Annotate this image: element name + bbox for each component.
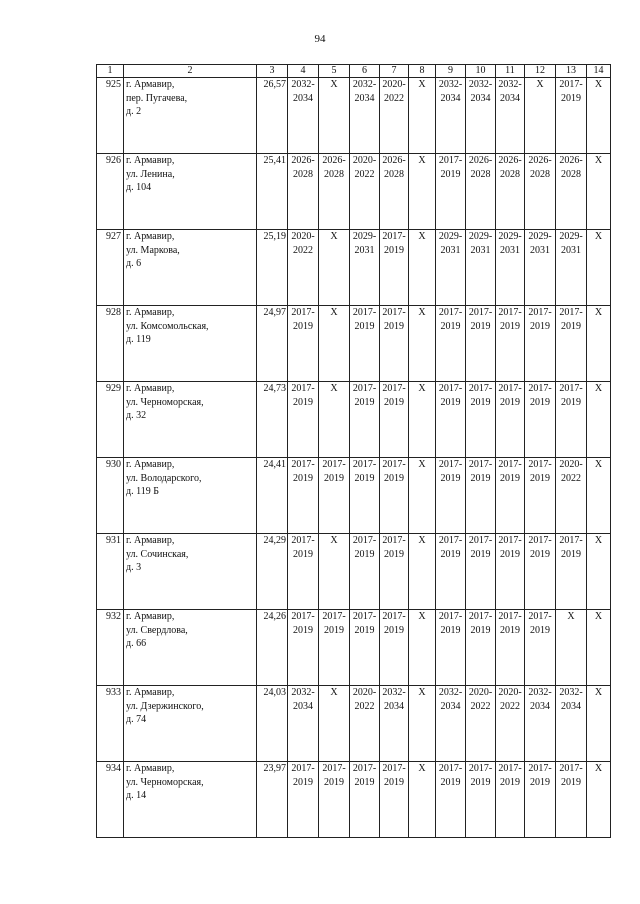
col-7-cell: 2017- 2019 [380, 230, 409, 306]
col-6-cell: 2017- 2019 [350, 610, 380, 686]
col-13-cell: 2032- 2034 [556, 686, 587, 762]
col-4-cell: 2017- 2019 [288, 610, 319, 686]
table-row [97, 154, 611, 230]
col-14-cell: X [587, 154, 611, 230]
col-5-cell: X [319, 686, 350, 762]
table-row [97, 458, 611, 534]
table-row [97, 610, 611, 686]
col-14-cell: X [587, 610, 611, 686]
value-cell: 24,73 [257, 382, 288, 458]
col-4-cell: 2032- 2034 [288, 686, 319, 762]
col-10-cell: 2017- 2019 [466, 458, 496, 534]
value-cell: 26,57 [257, 78, 288, 154]
column-header: 12 [525, 65, 556, 78]
value-cell: 25,19 [257, 230, 288, 306]
col-6-cell: 2017- 2019 [350, 534, 380, 610]
table-body [97, 78, 611, 838]
col-7-cell: 2017- 2019 [380, 306, 409, 382]
table-row [97, 686, 611, 762]
col-12-cell: 2017- 2019 [525, 306, 556, 382]
col-13-cell: 2020- 2022 [556, 458, 587, 534]
row-number: 925 [97, 78, 124, 154]
col-11-cell: 2032- 2034 [496, 78, 525, 154]
col-4-cell: 2017- 2019 [288, 762, 319, 838]
col-5-cell: 2017- 2019 [319, 458, 350, 534]
col-4-cell: 2017- 2019 [288, 382, 319, 458]
column-header: 3 [257, 65, 288, 78]
address-cell: г. Армавир, ул. Ленина, д. 104 [124, 154, 257, 230]
col-12-cell: 2032- 2034 [525, 686, 556, 762]
col-14-cell: X [587, 686, 611, 762]
col-9-cell: 2029- 2031 [436, 230, 466, 306]
col-13-cell: 2026- 2028 [556, 154, 587, 230]
col-7-cell: 2017- 2019 [380, 534, 409, 610]
col-11-cell: 2017- 2019 [496, 458, 525, 534]
col-9-cell: 2017- 2019 [436, 610, 466, 686]
col-11-cell: 2017- 2019 [496, 762, 525, 838]
address-cell: г. Армавир, ул. Маркова, д. 6 [124, 230, 257, 306]
col-11-cell: 2029- 2031 [496, 230, 525, 306]
col-12-cell: 2026- 2028 [525, 154, 556, 230]
column-header: 10 [466, 65, 496, 78]
col-6-cell: 2017- 2019 [350, 762, 380, 838]
col-6-cell: 2020- 2022 [350, 154, 380, 230]
col-13-cell: 2017- 2019 [556, 762, 587, 838]
col-8-cell: X [409, 306, 436, 382]
col-11-cell: 2017- 2019 [496, 610, 525, 686]
col-8-cell: X [409, 534, 436, 610]
table-row [97, 382, 611, 458]
col-8-cell: X [409, 154, 436, 230]
col-13-cell: 2017- 2019 [556, 78, 587, 154]
page-number: 94 [314, 33, 326, 45]
column-header: 4 [288, 65, 319, 78]
row-number: 926 [97, 154, 124, 230]
col-6-cell: 2020- 2022 [350, 686, 380, 762]
row-number: 930 [97, 458, 124, 534]
address-cell: г. Армавир, ул. Комсомольская, д. 119 [124, 306, 257, 382]
col-7-cell: 2032- 2034 [380, 686, 409, 762]
col-14-cell: X [587, 78, 611, 154]
table-row [97, 78, 611, 154]
col-8-cell: X [409, 458, 436, 534]
col-11-cell: 2020- 2022 [496, 686, 525, 762]
col-9-cell: 2032- 2034 [436, 686, 466, 762]
table-row [97, 230, 611, 306]
col-7-cell: 2017- 2019 [380, 762, 409, 838]
col-13-cell: 2017- 2019 [556, 382, 587, 458]
address-cell: г. Армавир, пер. Пугачева, д. 2 [124, 78, 257, 154]
address-cell: г. Армавир, ул. Володарского, д. 119 Б [124, 458, 257, 534]
column-header: 9 [436, 65, 466, 78]
table-row [97, 306, 611, 382]
col-9-cell: 2017- 2019 [436, 382, 466, 458]
col-6-cell: 2017- 2019 [350, 382, 380, 458]
col-12-cell: 2029- 2031 [525, 230, 556, 306]
row-number: 932 [97, 610, 124, 686]
col-6-cell: 2032- 2034 [350, 78, 380, 154]
column-header: 2 [124, 65, 257, 78]
col-4-cell: 2017- 2019 [288, 534, 319, 610]
value-cell: 23,97 [257, 762, 288, 838]
col-11-cell: 2017- 2019 [496, 382, 525, 458]
col-8-cell: X [409, 382, 436, 458]
value-cell: 24,97 [257, 306, 288, 382]
col-10-cell: 2017- 2019 [466, 306, 496, 382]
value-cell: 24,26 [257, 610, 288, 686]
column-header: 13 [556, 65, 587, 78]
table-row [97, 762, 611, 838]
col-9-cell: 2017- 2019 [436, 458, 466, 534]
col-4-cell: 2020- 2022 [288, 230, 319, 306]
col-14-cell: X [587, 306, 611, 382]
col-10-cell: 2029- 2031 [466, 230, 496, 306]
column-number-row [97, 65, 611, 78]
col-5-cell: 2017- 2019 [319, 762, 350, 838]
col-13-cell: 2017- 2019 [556, 306, 587, 382]
col-13-cell: X [556, 610, 587, 686]
col-9-cell: 2032- 2034 [436, 78, 466, 154]
col-14-cell: X [587, 382, 611, 458]
address-cell: г. Армавир, ул. Дзержинского, д. 74 [124, 686, 257, 762]
col-6-cell: 2017- 2019 [350, 458, 380, 534]
address-cell: г. Армавир, ул. Свердлова, д. 66 [124, 610, 257, 686]
col-9-cell: 2017- 2019 [436, 534, 466, 610]
col-10-cell: 2017- 2019 [466, 382, 496, 458]
column-header: 1 [97, 65, 124, 78]
col-14-cell: X [587, 458, 611, 534]
col-4-cell: 2032- 2034 [288, 78, 319, 154]
column-header: 11 [496, 65, 525, 78]
row-number: 931 [97, 534, 124, 610]
col-10-cell: 2017- 2019 [466, 762, 496, 838]
col-5-cell: X [319, 534, 350, 610]
col-5-cell: X [319, 306, 350, 382]
value-cell: 24,41 [257, 458, 288, 534]
col-12-cell: 2017- 2019 [525, 610, 556, 686]
col-10-cell: 2017- 2019 [466, 610, 496, 686]
row-number: 929 [97, 382, 124, 458]
col-12-cell: 2017- 2019 [525, 458, 556, 534]
col-12-cell: X [525, 78, 556, 154]
col-14-cell: X [587, 534, 611, 610]
col-6-cell: 2029- 2031 [350, 230, 380, 306]
col-4-cell: 2017- 2019 [288, 458, 319, 534]
col-12-cell: 2017- 2019 [525, 534, 556, 610]
schedule-table [96, 64, 611, 838]
col-9-cell: 2017- 2019 [436, 762, 466, 838]
col-13-cell: 2017- 2019 [556, 534, 587, 610]
col-5-cell: X [319, 78, 350, 154]
col-14-cell: X [587, 762, 611, 838]
value-cell: 24,03 [257, 686, 288, 762]
col-5-cell: 2017- 2019 [319, 610, 350, 686]
address-cell: г. Армавир, ул. Сочинская, д. 3 [124, 534, 257, 610]
col-4-cell: 2017- 2019 [288, 306, 319, 382]
column-header: 6 [350, 65, 380, 78]
col-10-cell: 2032- 2034 [466, 78, 496, 154]
row-number: 928 [97, 306, 124, 382]
col-8-cell: X [409, 686, 436, 762]
col-10-cell: 2026- 2028 [466, 154, 496, 230]
col-7-cell: 2017- 2019 [380, 610, 409, 686]
col-13-cell: 2029- 2031 [556, 230, 587, 306]
col-11-cell: 2017- 2019 [496, 306, 525, 382]
col-12-cell: 2017- 2019 [525, 382, 556, 458]
col-8-cell: X [409, 762, 436, 838]
value-cell: 25,41 [257, 154, 288, 230]
col-4-cell: 2026- 2028 [288, 154, 319, 230]
col-14-cell: X [587, 230, 611, 306]
value-cell: 24,29 [257, 534, 288, 610]
col-8-cell: X [409, 78, 436, 154]
col-6-cell: 2017- 2019 [350, 306, 380, 382]
table-row [97, 534, 611, 610]
col-11-cell: 2026- 2028 [496, 154, 525, 230]
col-11-cell: 2017- 2019 [496, 534, 525, 610]
column-header: 5 [319, 65, 350, 78]
col-12-cell: 2017- 2019 [525, 762, 556, 838]
row-number: 927 [97, 230, 124, 306]
col-10-cell: 2017- 2019 [466, 534, 496, 610]
col-7-cell: 2017- 2019 [380, 458, 409, 534]
col-8-cell: X [409, 610, 436, 686]
col-7-cell: 2026- 2028 [380, 154, 409, 230]
col-9-cell: 2017- 2019 [436, 154, 466, 230]
column-header: 7 [380, 65, 409, 78]
address-cell: г. Армавир, ул. Черноморская, д. 32 [124, 382, 257, 458]
col-5-cell: X [319, 230, 350, 306]
col-10-cell: 2020- 2022 [466, 686, 496, 762]
col-8-cell: X [409, 230, 436, 306]
column-header: 14 [587, 65, 611, 78]
col-5-cell: 2026- 2028 [319, 154, 350, 230]
row-number: 933 [97, 686, 124, 762]
col-9-cell: 2017- 2019 [436, 306, 466, 382]
col-7-cell: 2017- 2019 [380, 382, 409, 458]
col-5-cell: X [319, 382, 350, 458]
column-header: 8 [409, 65, 436, 78]
col-7-cell: 2020- 2022 [380, 78, 409, 154]
row-number: 934 [97, 762, 124, 838]
address-cell: г. Армавир, ул. Черноморская, д. 14 [124, 762, 257, 838]
